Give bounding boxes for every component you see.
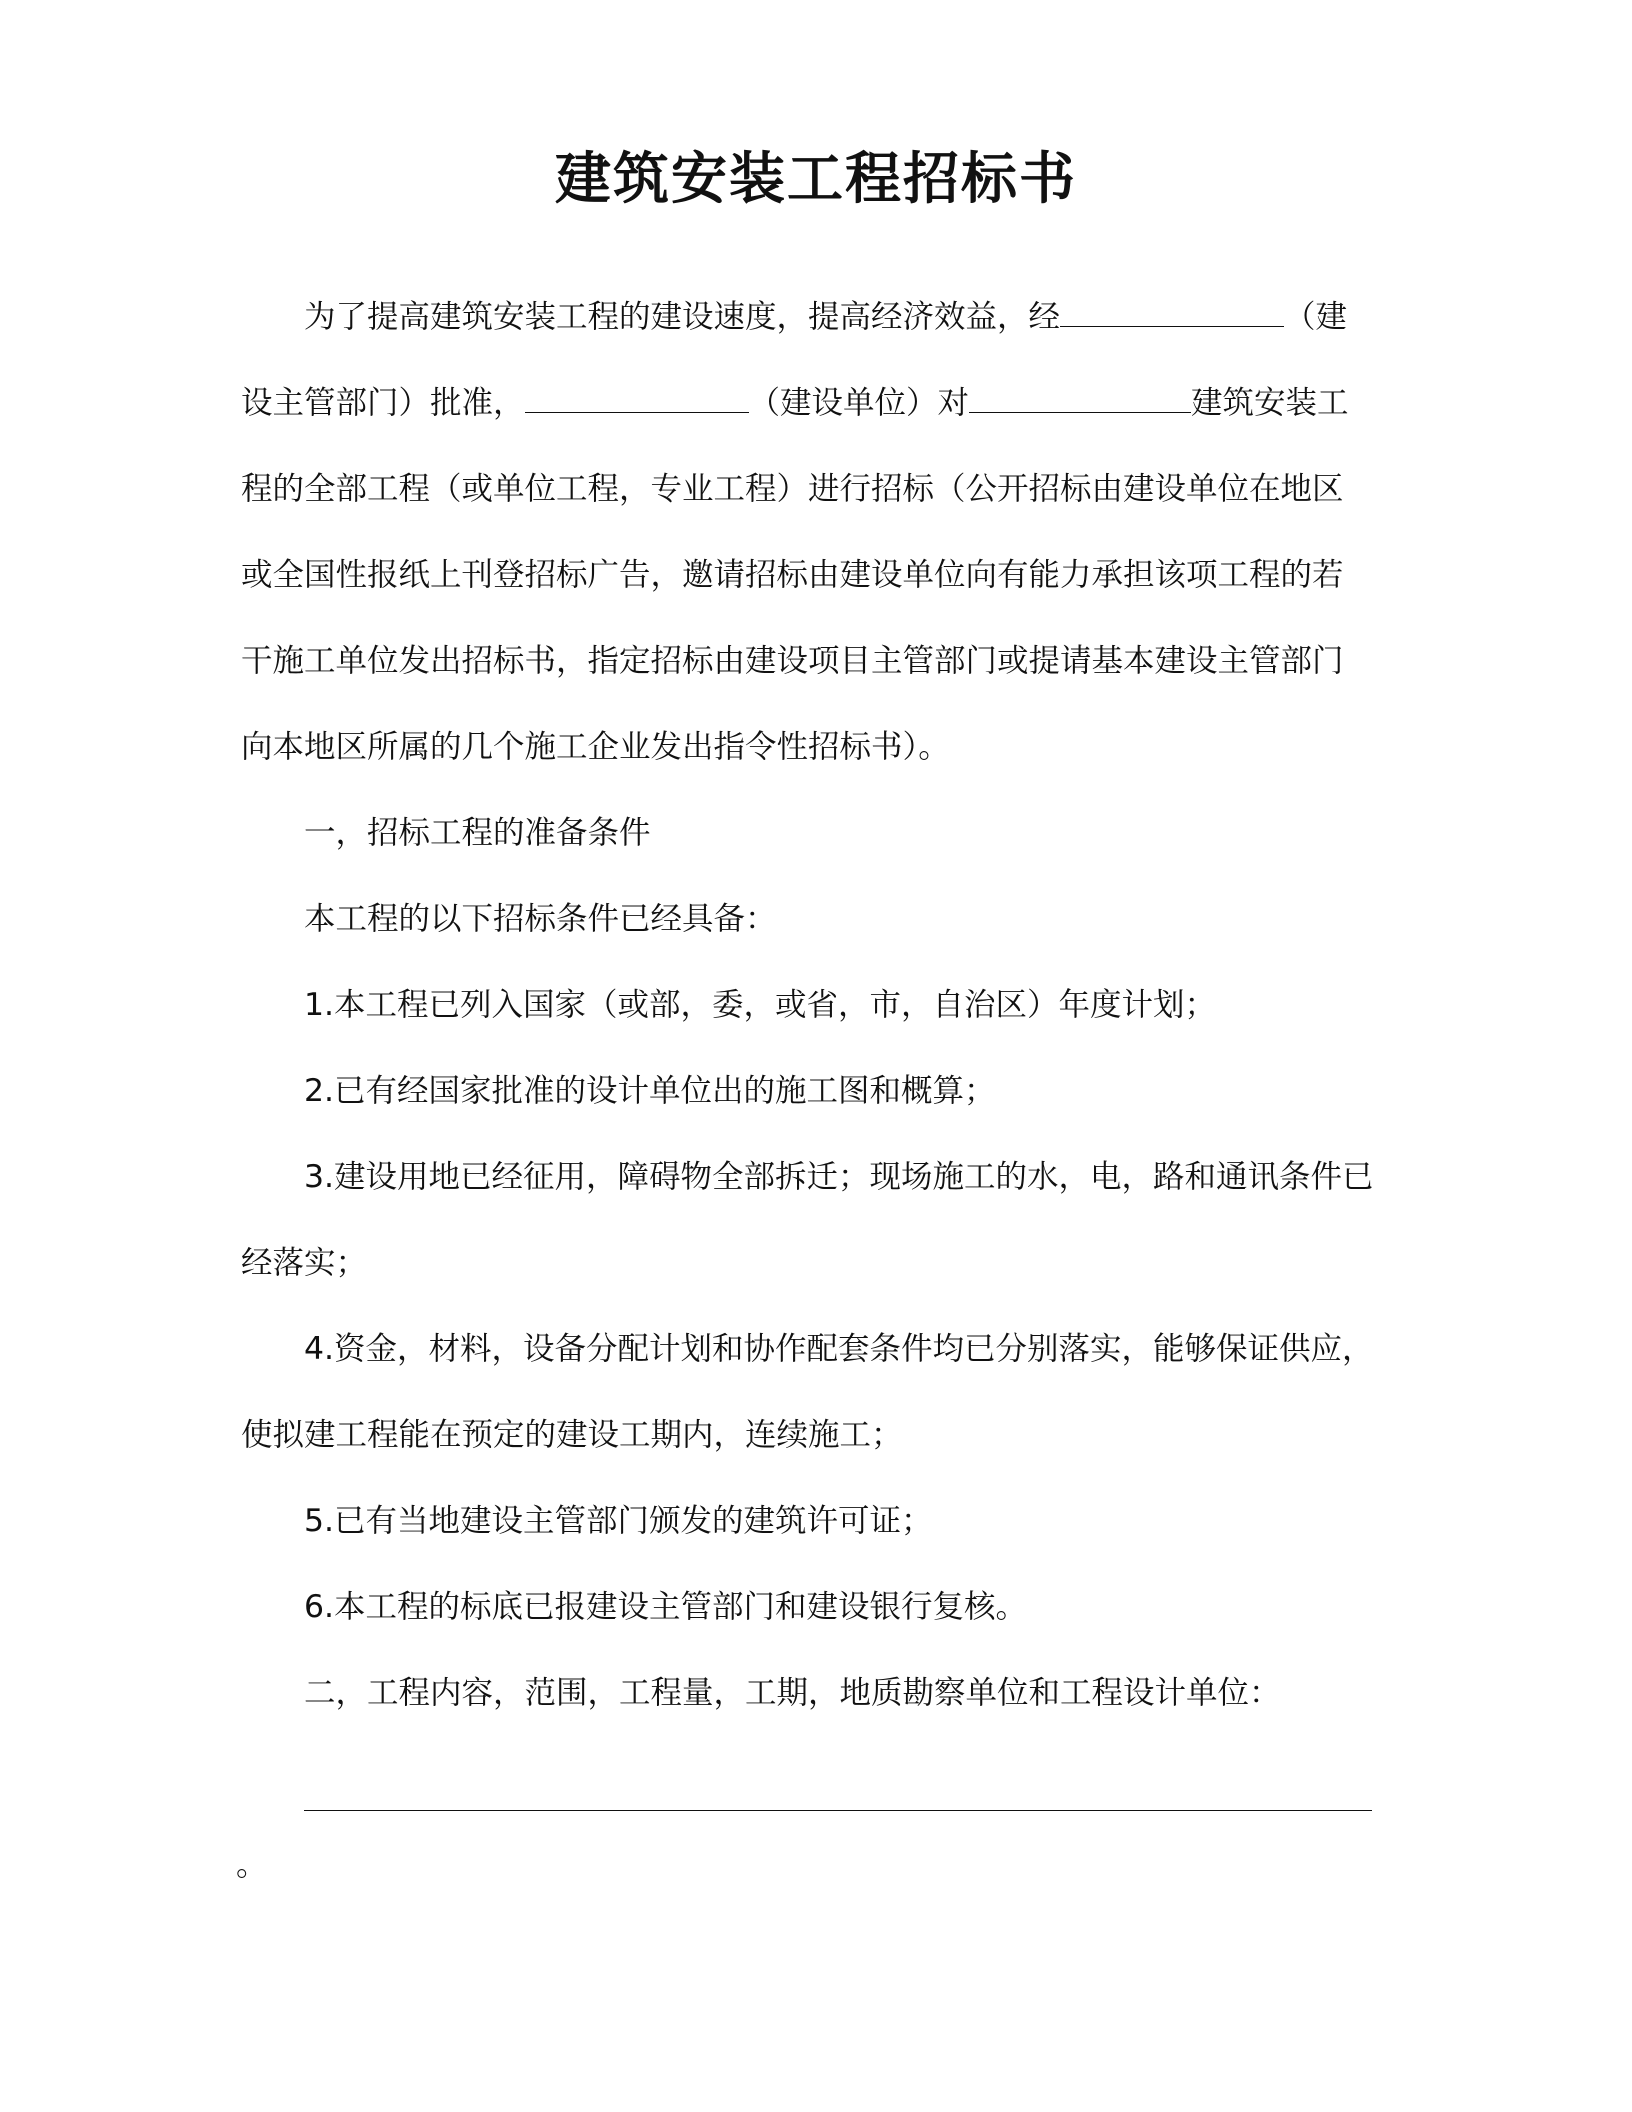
intro-line-3: 程的全部工程（或单位工程，专业工程）进行招标（公开招标由建设单位在地区 [241, 471, 1344, 507]
condition-item-4-cont: 使拟建工程能在预定的建设工期内，连续施工； [241, 1417, 903, 1453]
intro-line-6: 向本地区所属的几个施工企业发出指令性招标书）。 [241, 729, 950, 765]
intro-text: 为了提高建筑安装工程的建设速度，提高经济效益，经 [304, 299, 1061, 335]
section-1-lead: 本工程的以下招标条件已经具备： [304, 901, 777, 937]
section-1-heading: 一，招标工程的准备条件 [304, 815, 651, 851]
condition-item-4: 4.资金，材料，设备分配计划和协作配套条件均已分别落实，能够保证供应， [304, 1331, 1374, 1367]
fill-blank-project-details[interactable] [304, 1810, 1372, 1811]
intro-line-4: 或全国性报纸上刊登招标广告，邀请招标由建设单位向有能力承担该项工程的若 [241, 557, 1344, 593]
fill-blank-construction-unit[interactable] [525, 378, 749, 413]
intro-text: 设主管部门）批准， [241, 385, 525, 421]
condition-item-3: 3.建设用地已经征用，障碍物全部拆迁；现场施工的水，电，路和通讯条件已 [304, 1159, 1374, 1195]
condition-item-6: 6.本工程的标底已报建设主管部门和建设银行复核。 [304, 1589, 1028, 1625]
intro-line-1 [304, 292, 1347, 342]
condition-item-5: 5.已有当地建设主管部门颁发的建筑许可证； [304, 1503, 933, 1539]
fill-blank-project-name[interactable] [969, 378, 1191, 413]
condition-item-2: 2.已有经国家批准的设计单位出的施工图和概算； [304, 1073, 996, 1109]
section-2-heading: 二，工程内容，范围，工程量，工期，地质勘察单位和工程设计单位： [304, 1675, 1281, 1711]
intro-text: （建 [1284, 299, 1348, 335]
intro-text: （建设单位）对 [748, 385, 970, 421]
intro-line-2 [241, 378, 1349, 428]
end-period: 。 [236, 1847, 268, 1883]
fill-blank-approval-authority[interactable] [1060, 292, 1284, 327]
intro-text: 建筑安装工 [1191, 385, 1349, 421]
condition-item-1: 1.本工程已列入国家（或部，委，或省，市，自治区）年度计划； [304, 987, 1217, 1023]
intro-line-5: 干施工单位发出招标书，指定招标由建设项目主管部门或提请基本建设主管部门 [241, 643, 1344, 679]
document-title: 建筑安装工程招标书 [555, 147, 1077, 212]
condition-item-3-cont: 经落实； [241, 1245, 368, 1281]
